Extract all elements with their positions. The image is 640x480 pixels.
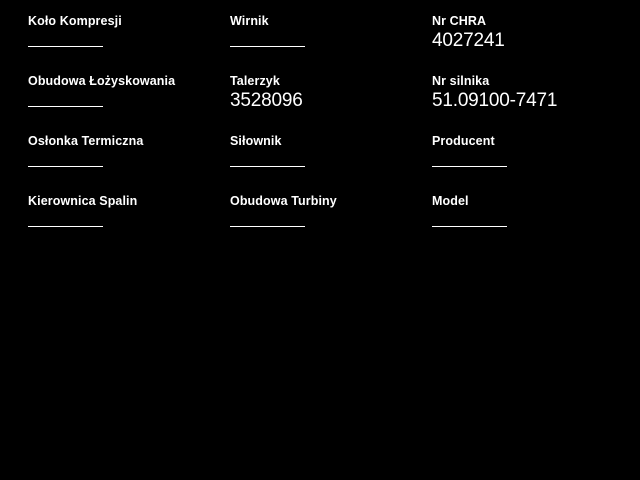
field-producent [432, 134, 634, 194]
field-value: 3528096 [230, 90, 303, 111]
field-kolo-kompresji [28, 14, 230, 74]
field-model [432, 194, 634, 254]
field-label: Obudowa Turbiny [230, 194, 337, 208]
field-underline [28, 106, 103, 107]
field-underline [432, 166, 507, 167]
field-label: Producent [432, 134, 495, 148]
field-obudowa-turbiny [230, 194, 432, 254]
field-value: 51.09100-7471 [432, 90, 558, 111]
field-label: Model [432, 194, 469, 208]
field-label: Nr CHRA [432, 14, 487, 28]
field-label: Talerzyk [230, 74, 280, 88]
field-underline [230, 46, 305, 47]
field-label: Kierownica Spalin [28, 194, 138, 208]
field-label: Obudowa Łożyskowania [28, 74, 176, 88]
field-label: Osłonka Termiczna [28, 134, 144, 148]
field-underline [28, 166, 103, 167]
field-underline [432, 226, 507, 227]
field-silownik [230, 134, 432, 194]
field-obudowa-lozyskowania [28, 74, 230, 134]
field-underline [230, 226, 305, 227]
field-kierownica-spalin [28, 194, 230, 254]
field-talerzyk [230, 74, 432, 134]
field-label: Nr silnika [432, 74, 490, 88]
field-underline [230, 166, 305, 167]
field-nr-silnika [432, 74, 634, 134]
field-label: Koło Kompresji [28, 14, 122, 28]
field-underline [28, 46, 103, 47]
field-value: 4027241 [432, 30, 505, 51]
field-nr-chra [432, 14, 634, 74]
field-oslonka-termiczna [28, 134, 230, 194]
field-label: Siłownik [230, 134, 282, 148]
field-label: Wirnik [230, 14, 269, 28]
field-underline [28, 226, 103, 227]
field-wirnik [230, 14, 432, 74]
